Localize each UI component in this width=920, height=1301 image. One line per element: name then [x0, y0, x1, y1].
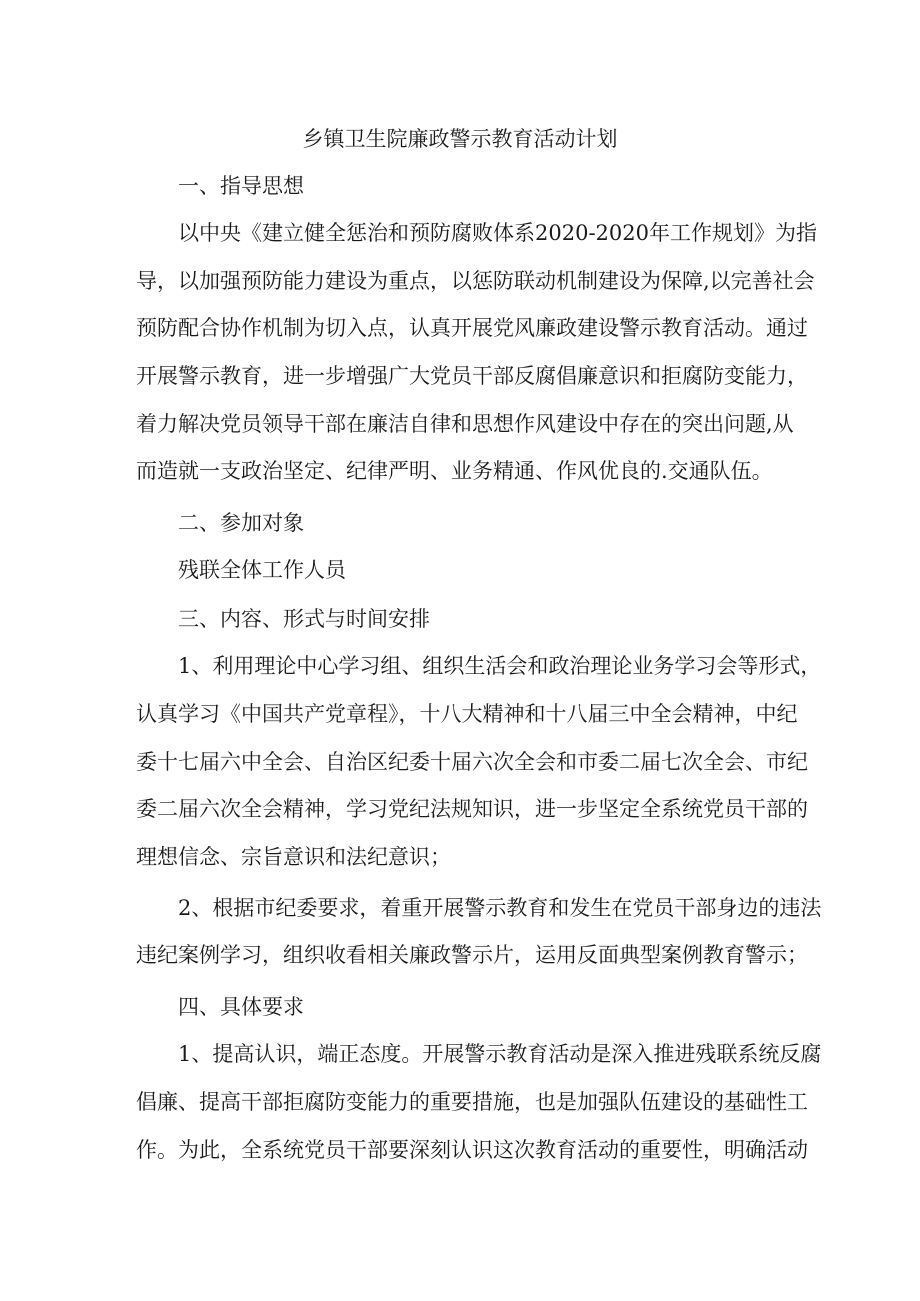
paragraph-line: 而造就一支政治坚定、纪律严明、业务精通、作风优良的.交通队伍。	[136, 459, 773, 483]
paragraph-line: 倡廉、提高干部拒腐防变能力的重要措施，也是加强队伍建设的基础性工	[136, 1090, 808, 1114]
paragraph-line: 2、根据市纪委要求，着重开展警示教育和发生在党员干部身边的违法	[178, 896, 822, 920]
paragraph-line: 残联全体工作人员	[178, 558, 346, 582]
section-heading: 三、内容、形式与时间安排	[178, 607, 430, 631]
paragraph-line: 以中央《建立健全惩治和预防腐败体系2020-2020年工作规划》为指	[178, 221, 817, 245]
paragraph-line: 1、利用理论中心学习组、组织生活会和政治理论业务学习会等形式，	[178, 654, 822, 678]
paragraph-line: 认真学习《中国共产党章程》，十八大精神和十八届三中全会精神，中纪	[136, 702, 798, 726]
paragraph-line: 开展警示教育，进一步增强广大党员干部反腐倡廉意识和拒腐防变能力，	[136, 364, 808, 388]
paragraph-line: 委二届六次全会精神，学习党纪法规知识，进一步坚定全系统党员干部的	[136, 797, 808, 821]
paragraph-line: 预防配合协作机制为切入点，认真开展党风廉政建设警示教育活动。通过	[136, 316, 808, 340]
section-heading: 一、指导思想	[178, 174, 304, 198]
paragraph-line: 导，以加强预防能力建设为重点，以惩防联动机制建设为保障,以完善社会	[136, 269, 815, 293]
paragraph-line: 着力解决党员领导干部在廉洁自律和思想作风建设中存在的突出问题,从	[136, 412, 794, 436]
paragraph-line: 委十七届六中全会、自治区纪委十届六次全会和市委二届七次全会、市纪	[136, 750, 808, 774]
paragraph-line: 理想信念、宗旨意识和法纪意识；	[136, 845, 451, 869]
section-heading: 四、具体要求	[178, 995, 304, 1019]
paragraph-line: 违纪案例学习，组织收看相关廉政警示片，运用反面典型案例教育警示；	[136, 943, 808, 967]
document-title: 乡镇卫生院廉政警示教育活动计划	[302, 127, 618, 151]
paragraph-line: 1、提高认识，端正态度。开展警示教育活动是深入推进残联系统反腐	[178, 1042, 822, 1066]
paragraph-line: 作。为此，全系统党员干部要深刻认识这次教育活动的重要性，明确活动	[136, 1138, 808, 1162]
section-heading: 二、参加对象	[178, 511, 304, 535]
